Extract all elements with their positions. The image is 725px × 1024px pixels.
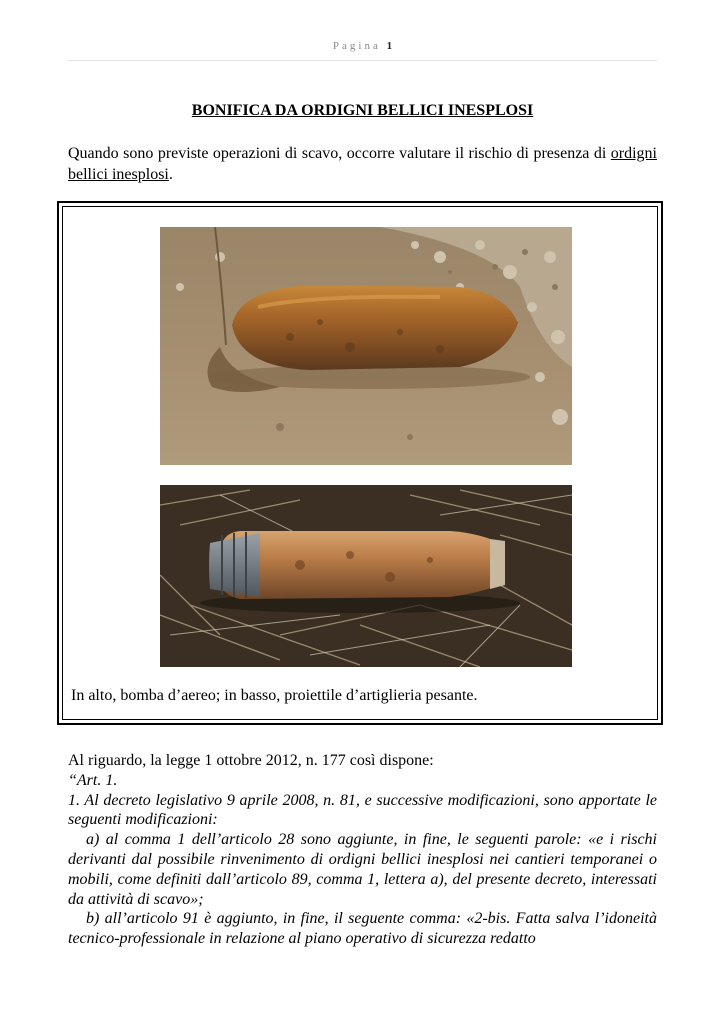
article-heading: “Art. 1. xyxy=(68,771,118,789)
law-intro-line: Al riguardo, la legge 1 ottobre 2012, n. 177 così dispone: xyxy=(68,752,434,769)
intro-text: Quando sono previste operazioni di scavo, occorre valutare il rischio di presenza di xyxy=(68,145,611,162)
page-number: 1 xyxy=(386,40,393,52)
document-title: BONIFICA DA ORDIGNI BELLICI INESPLOSI xyxy=(191,102,534,119)
page-label: Pagina xyxy=(332,40,381,52)
figure-frame xyxy=(57,201,663,725)
article-paragraph-a: a) al comma 1 dell’articolo 28 sono aggiunte, in fine, le seguenti parole: «e i rischi derivanti dal possibile rinvenimento di ordigni bellici inesplosi nei cantieri temporanei o mobili, come definiti dall’articolo 89, comma 1, lettera a), del presente decreto, interessati da attività di scavo»; xyxy=(68,831,657,908)
article-paragraph-1: 1. Al decreto legislativo 9 aprile 2008, n. 81, e successive modificazioni, sono apportate le seguenti modificazioni: xyxy=(68,791,657,829)
intro-period: . xyxy=(168,166,173,183)
figure-caption: In alto, bomba d’aereo; in basso, proiettile d’artiglieria pesante. xyxy=(71,687,478,704)
figure-inner-border xyxy=(62,206,658,720)
intro-paragraph xyxy=(68,143,657,185)
article-paragraph-b: b) all’articolo 91 è aggiunto, in fine, il seguente comma: «2-bis. Fatta salva l’idoneità tecnico-professionale in relazione al piano operativo di sicurezza redatto xyxy=(68,910,657,948)
intro-underlined-term: ordigni bellici inesplosi xyxy=(68,145,657,183)
law-excerpt xyxy=(68,751,657,949)
page-header xyxy=(68,40,657,61)
aerial-bomb-photo xyxy=(160,227,572,465)
artillery-shell-photo xyxy=(160,485,572,667)
